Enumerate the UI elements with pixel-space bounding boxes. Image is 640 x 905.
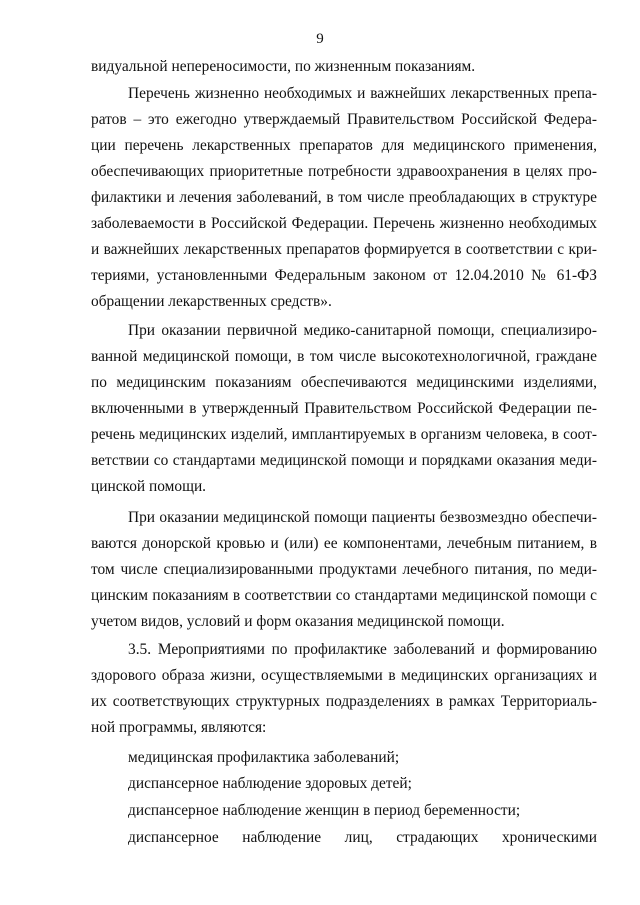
text-line: ванной медицинской помощи, в том числе высокотехнологичной, граждане: [91, 348, 597, 365]
list-item: диспансерное наблюдение женщин в период беременности;: [128, 802, 521, 819]
text-line: ратов – это ежегодно утверждаемый Правительством Российской Федера-: [91, 111, 597, 128]
text-line: цинской помощи.: [91, 478, 207, 495]
text-line: речень медицинских изделий, имплантируемых в организм человека, в соот-: [91, 426, 597, 443]
text-line: здорового образа жизни, осуществляемыми в медицинских организациях и: [91, 667, 597, 684]
text-line: 3.5. Мероприятиями по профилактике заболеваний и формированию: [128, 641, 597, 658]
text-line: цинским показаниям в соответствии со стандартами медицинской помощи с: [91, 587, 597, 604]
text-line: заболеваемости в Российской Федерации. Перечень жизненно необходимых: [91, 215, 597, 232]
text-line: по медицинским показаниям обеспечиваются медицинскими изделиями,: [91, 374, 597, 391]
text-line: включенными в утвержденный Правительством Российской Федерации пе-: [91, 400, 597, 417]
list-item: медицинская профилактика заболеваний;: [128, 749, 400, 766]
text-line: их соответствующих структурных подразделениях в рамках Территориаль-: [91, 693, 597, 710]
text-line: ветствии со стандартами медицинской помощи и порядками оказания меди-: [91, 452, 597, 469]
text-line: и важнейших лекарственных препаратов формируется в соответствии с кри-: [91, 241, 597, 258]
text-line: филактики и лечения заболеваний, в том числе преобладающих в структуре: [91, 189, 597, 206]
list-item: диспансерное наблюдение лиц, страдающих хроническими: [128, 829, 597, 846]
text-line: ваются донорской кровью и (или) ее компонентами, лечебным питанием, в: [91, 535, 597, 552]
text-line: обращении лекарственных средств».: [91, 293, 332, 310]
text-line: видуальной непереносимости, по жизненным показаниям.: [91, 58, 476, 75]
text-line: При оказании первичной медико-санитарной помощи, специализиро-: [128, 322, 597, 339]
text-line: При оказании медицинской помощи пациенты безвозмездно обеспечи-: [128, 509, 597, 526]
text-line: учетом видов, условий и форм оказания медицинской помощи.: [91, 613, 505, 630]
text-line: териями, установленными Федеральным законом от 12.04.2010 № 61-ФЗ: [91, 267, 597, 284]
text-line: ции перечень лекарственных препаратов для медицинского применения,: [91, 137, 597, 154]
list-item: диспансерное наблюдение здоровых детей;: [128, 775, 412, 792]
page-number: 9: [316, 31, 324, 47]
text-line: обеспечивающих приоритетные потребности здравоохранения в целях про-: [91, 163, 597, 180]
text-line: Перечень жизненно необходимых и важнейших лекарственных препа-: [128, 85, 597, 102]
text-line: ной программы, являются:: [91, 719, 267, 736]
text-line: том числе специализированными продуктами лечебного питания, по меди-: [91, 561, 597, 578]
